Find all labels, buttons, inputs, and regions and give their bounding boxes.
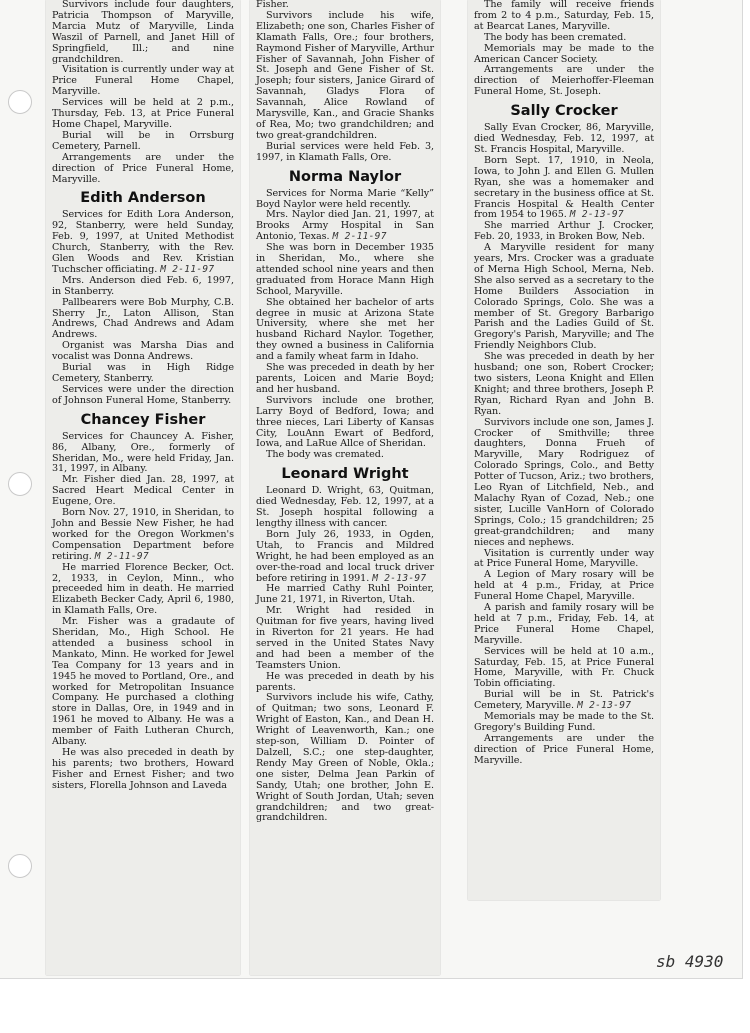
paragraph: She was born in December 1935 in Sheridan, Mo., where she attended school nine years and then graduated from Horace Mann High School, Maryville. — [256, 242, 434, 297]
handwritten-id-mark: sb 4930 — [656, 952, 724, 971]
paragraph: A Legion of Mary rosary will be held at 4 p.m., Friday, at Price Funeral Home Chapel, Maryville. — [474, 569, 654, 603]
paragraph: Services will be held at 2 p.m., Thursday, Feb. 13, at Price Funeral Home Chapel, Maryville. — [52, 97, 234, 130]
paragraph: Memorials may be made to the American Cancer Society. — [474, 42, 654, 65]
obituary-edith-anderson — [52, 190, 234, 406]
paragraph: He married Cathy Ruhl Pointer, June 21, 1971, in Riverton, Utah. — [256, 583, 434, 606]
paragraph: Memorials may be made to the St. Gregory's Building Fund. — [474, 711, 654, 733]
paragraph: Services were under the direction of Johnson Funeral Home, Stanberry. — [52, 383, 234, 406]
paragraph: Burial will be in Orrsburg Cemetery, Parnell. — [52, 129, 234, 152]
obituary-continuation — [474, 0, 654, 98]
obituary-title: Norma Naylor — [288, 168, 402, 185]
paragraph: Burial services were held Feb. 3, 1997, in Klamath Falls, Ore. — [256, 140, 434, 163]
paragraph: Survivors include one brother, Larry Boyd of Bedford, Iowa; and three nieces, Lari Liberty of Kansas City, LouAnn Ewart of Bedford, Iowa, and LaRue Allce of Sheridan. — [256, 394, 434, 450]
obituary-continuation — [256, 0, 434, 164]
obituary-title: Leonard Wright — [281, 466, 409, 483]
paragraph: Mrs. Naylor died Jan. 21, 1997, at Brooks Army Hospital in San Antonio, Texas. M 2-11-97 — [256, 209, 434, 243]
paragraph: Burial will be in St. Patrick's Cemetery, Maryville. M 2-13-97 — [474, 689, 654, 712]
paragraph: The family will receive friends from 2 to 4 p.m., Saturday, Feb. 15, at Bearcat Lanes, Maryville. — [474, 0, 654, 32]
clipping-column-1 — [46, 0, 240, 975]
paragraph: Mr. Fisher was a gradaute of Sheridan, Mo., High School. He attended a business school in Mankato, Minn. He worked for Jewel Tea Company for 13 years and in 1945 he moved to Portland, Ore., and worked for Metropolitan Insuance Company. He purchased a clothing store in Dallas, Ore, in 1949 and in 1961 he moved to Albany. He was a member of Faith Lutheran Church, Albany. — [52, 616, 234, 748]
paragraph: Services for Edith Lora Anderson, 92, Stanberry, were held Sunday, Feb. 9, 1997, at United Methodist Church, Stanberry, with the Rev. Glen Woods and Rev. Kristian Tuchscher officiating. M 2-11-97 — [52, 209, 234, 275]
obituary-title: Chancey Fisher — [80, 411, 206, 428]
handwritten-note: M 2-11-97 — [332, 231, 387, 243]
obituary-chancey-fisher — [52, 412, 234, 792]
paragraph: He was also preceded in death by his parents; two brothers, Howard Fisher and Ernest Fisher; and two sisters, Florella Johnson and Laveda — [52, 747, 234, 791]
paragraph: She was preceded in death by her husband; one son, Robert Crocker; two sisters, Leona Knight and Ellen Knight; and three brothers, Joseph P. Ryan, Richard Ryan and John B. Ryan. — [474, 351, 654, 417]
paragraph: He married Florence Becker, Oct. 2, 1933, in Ceylon, Minn., who preceeded him in death. He married Elizabeth Becker Cady, April 6, 1980, in Klamath Falls, Ore. — [52, 561, 234, 617]
paragraph: Services for Norma Marie “Kelly” Boyd Naylor were held recently. — [256, 187, 434, 210]
paragraph: Visitation is currently under way at Price Funeral Home Chapel, Maryville. — [52, 64, 234, 98]
paragraph: A parish and family rosary will be held at 7 p.m., Friday, Feb. 14, at Price Funeral Home Chapel, Maryville. — [474, 602, 654, 646]
paragraph: He was preceded in death by his parents. — [256, 670, 434, 693]
paragraph: Arrangements are under the direction of Price Funeral Home, Maryville. — [474, 732, 654, 766]
paragraph: Survivors include his wife, Elizabeth; one son, Charles Fisher of Klamath Falls, Ore.; four brothers, Raymond Fisher of Maryville, Arthur Fisher of Savannah, John Fisher of St. Joseph and Gene Fisher of St. Joseph; four sisters, Janice Girard of Savannah, Gladys Flora of Savannah, Alice Rowland of Marysville, Kan., and Gracie Shanks of Rea, Mo; two grandchildren; and two great-grandchildren. — [256, 9, 434, 141]
handwritten-note: M 2-11-97 — [160, 263, 215, 275]
paragraph: Organist was Marsha Dias and vocalist was Donna Andrews. — [52, 340, 234, 363]
obituary-title: Sally Crocker — [510, 103, 618, 120]
paragraph: Sally Evan Crocker, 86, Maryville, died Wednesday, Feb. 12, 1997, at St. Francis Hospital, Maryville. — [474, 122, 654, 155]
paragraph: Fisher. — [256, 0, 289, 10]
punch-hole — [8, 854, 32, 878]
obituary-continuation — [52, 0, 234, 185]
paragraph: Survivors include four daughters, Patricia Thompson of Maryville, Marcia Mutz of Maryville, Linda Waszil of Parnell, and Janet Hill of Springfield, Ill.; and nine grandchildren. — [52, 0, 234, 65]
paragraph: Leonard D. Wright, 63, Quitman, died Wednesday, Feb. 12, 1997, at a St. Joseph hospital following a lengthy illness with cancer. — [256, 485, 434, 529]
paragraph: She married Arthur J. Crocker, Feb. 20, 1933, in Broken Bow, Neb. — [474, 220, 654, 243]
handwritten-note: M 2-11-97 — [94, 550, 149, 562]
obituary-title: Edith Anderson — [80, 190, 206, 207]
obituary-sally-crocker — [474, 103, 654, 766]
clipping-column-2 — [250, 0, 440, 975]
paragraph: Survivors include one son, James J. Crocker of Smithville; three daughters, Donna Frueh of Maryville, Mary Rodriguez of Colorado Springs, Colo., and Betty Potter of Tucson, Ariz.; two brothers, Leo Ryan of Litchfield, Neb., and Malachy Ryan of Cozad, Neb.; one sister, Lucille VanHorn of Colorado Springs, Colo.; 15 grandchildren; 25 great-grandchildren; and many nieces and nephews. — [474, 416, 654, 548]
paragraph: She was preceded in death by her parents, Loicen and Marie Boyd; and her husband. — [256, 362, 434, 395]
paragraph: Arrangements are under the direction of Price Funeral Home, Maryville. — [52, 151, 234, 185]
paragraph: Visitation is currently under way at Price Funeral Home, Maryville. — [474, 547, 654, 570]
clipping-column-3 — [468, 0, 660, 900]
paragraph: Born Nov. 27, 1910, in Sheridan, to John and Bessie New Fisher, he had worked for the Oregon Workmen's Compensation Department before retiring. M 2-11-97 — [52, 507, 234, 562]
paragraph: She obtained her bachelor of arts degree in music at Arizona State University, where she met her husband Richard Naylor. Together, they owned a business in California and a family wheat farm in Idaho. — [256, 296, 434, 363]
paragraph: Born Sept. 17, 1910, in Neola, Iowa, to John J. and Ellen G. Mullen Ryan, she was a homemaker and secretary in the business office at St. Francis Hospital & Health Center from 1954 to 1965. M 2-13-97 — [474, 154, 654, 221]
paragraph: A Maryville resident for many years, Mrs. Crocker was a graduate of Merna High School, Merna, Neb. She also served as a secretary to the Home Builders Association in Colorado Springs, Colo. She was a member of St. Gregory Barbarigo Parish and the Ladies Guild of St. Gregory's Parish, Maryville; and The Friendly Neighbors Club. — [474, 242, 654, 352]
paragraph: Survivors include his wife, Cathy, of Quitman; two sons, Leonard F. Wright of Easton, Kan., and Dean H. Wright of Leavenworth, Kan.; one step-son, William D. Pointer of Dalzell, S.C.; one step-daughter, Rendy May Green of Noble, Okla.; one sister, Delma Jean Parkin of Sandy, Utah; one brother, John E. Wright of South Jordan, Utah; seven grandchildren; and two great-grandchildren. — [256, 692, 434, 824]
handwritten-note: M 2-13-97 — [569, 209, 624, 221]
paragraph: Arrangements are under the direction of Meierhoffer-Fleeman Funeral Home, St. Joseph. — [474, 64, 654, 98]
paragraph: The body has been cremated. — [484, 31, 627, 43]
paragraph: Mrs. Anderson died Feb. 6, 1997, in Stanberry. — [52, 274, 234, 297]
obituary-norma-naylor — [256, 169, 434, 462]
paragraph: Services will be held at 10 a.m., Saturday, Feb. 15, at Price Funeral Home, Maryville, with Fr. Chuck Tobin officiating. — [474, 645, 654, 690]
paragraph: Services for Chauncey A. Fisher, 86, Albany, Ore., formerly of Sheridan, Mo., were held Friday, Jan. 31, 1997, in Albany. — [52, 430, 234, 475]
paragraph: Born July 26, 1933, in Ogden, Utah, to Francis and Mildred Wright, he had been employed as an over-the-road and local truck driver before retiring in 1991. M 2-13-97 — [256, 528, 434, 584]
punch-hole — [8, 472, 32, 496]
paragraph: Burial was in High Ridge Cemetery, Stanberry. — [52, 362, 234, 384]
obituary-leonard-wright — [256, 466, 434, 824]
paragraph: Mr. Fisher died Jan. 28, 1997, at Sacred Heart Medical Center in Eugene, Ore. — [52, 474, 234, 508]
punch-hole — [8, 90, 32, 114]
paragraph: The body was cremated. — [266, 449, 384, 461]
paragraph: Pallbearers were Bob Murphy, C.B. Sherry Jr., Laton Allison, Stan Andrews, Chad Andrews and Adam Andrews. — [52, 296, 234, 341]
paragraph: Mr. Wright had resided in Quitman for five years, having lived in Riverton for 21 years. He had served in the United States Navy and had been a member of the Teamsters Union. — [256, 605, 434, 671]
handwritten-note: M 2-13-97 — [577, 700, 632, 712]
handwritten-note: M 2-13-97 — [372, 572, 427, 584]
